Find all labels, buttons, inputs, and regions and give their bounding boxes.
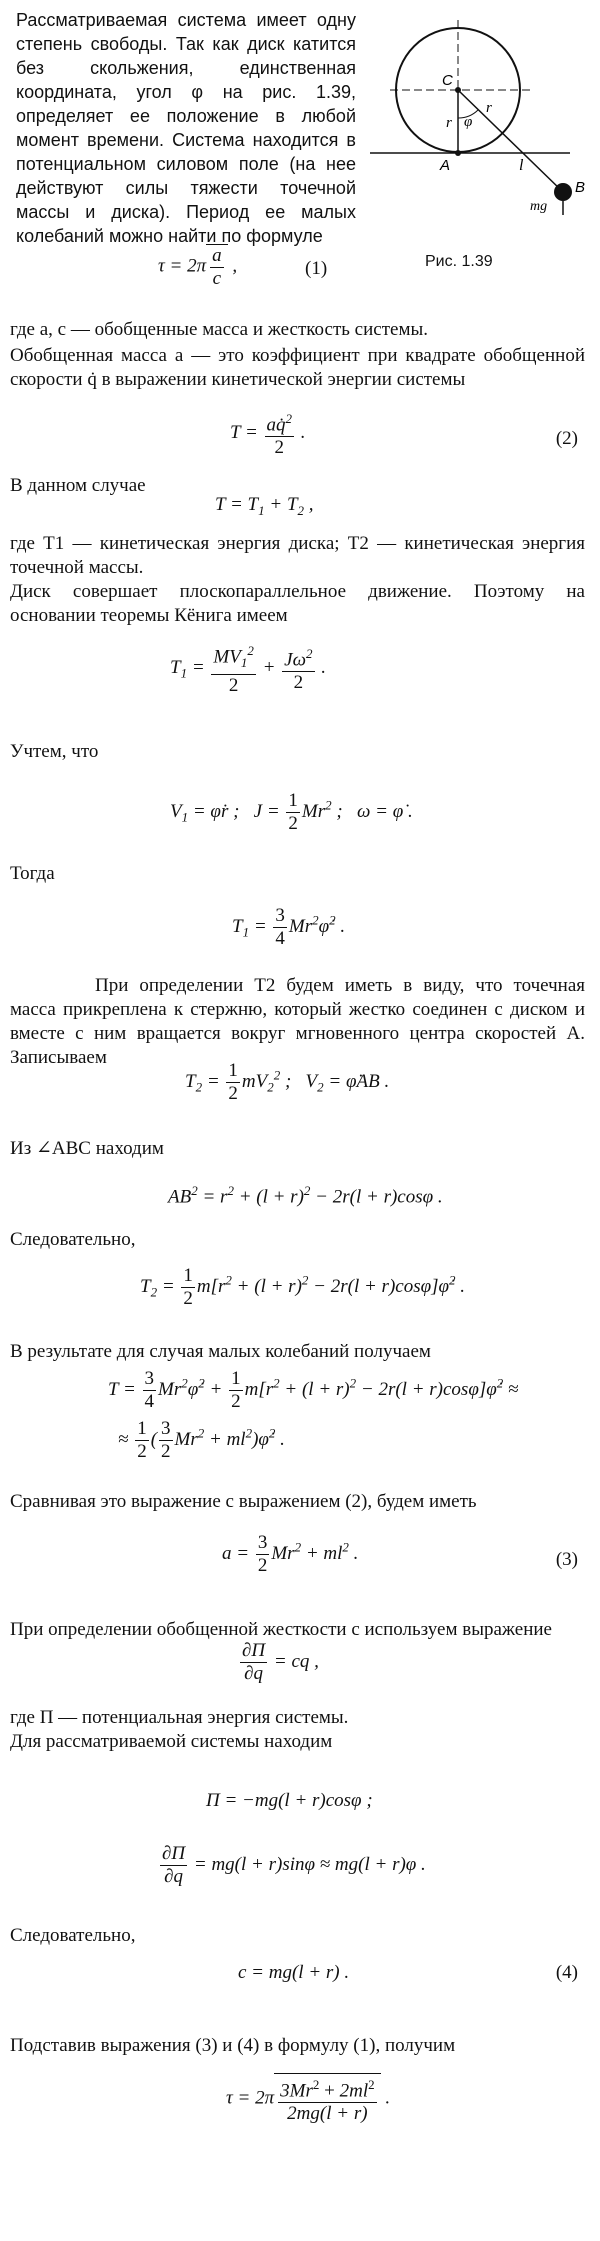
hence-paragraph-1: Следовательно,: [10, 1229, 136, 1250]
equation-3: a = $\frac{3}{2}$ $Mr^2 + ml^2$ .: [222, 1532, 359, 1576]
for-system-paragraph: Для рассматриваемой системы находим: [10, 1731, 333, 1752]
equation-3-number: (3): [555, 1549, 578, 1570]
equation-1: τ = 2π $\frac{a}{c}$ ,: [158, 245, 238, 289]
hence-paragraph-2: Следовательно,: [10, 1925, 136, 1946]
intro-paragraph: Рассматриваемая система имеет одну степень свободы. Так как диск катится без скольжения, единственная координата, угол φ на рис. 1.39, определяет ее положение в любой момент времени. Система находится в потенциальном силовом поле (на нее действуют силы тяжести точечной массы и диска). Период ее малых колебаний можно найти по формуле: [16, 10, 356, 246]
point-a: [455, 150, 461, 156]
potential-paragraph: где П — потенциальная энергия системы.: [10, 1707, 349, 1728]
t1-t2-paragraph: где T1 — кинетическая энергия диска; T2 — кинетическая энергия точечной массы.: [10, 533, 585, 578]
equation-potential: П = −mg(l + r)cosφ ;: [206, 1790, 373, 1811]
label-r-vertical: r: [446, 115, 452, 131]
compare-paragraph: Сравнивая это выражение с выражением (2), будем иметь: [10, 1491, 477, 1512]
rod-line: [458, 90, 563, 192]
label-mg: mg: [530, 199, 548, 214]
equation-t-sum: $T = T_1 + T_2$ ,: [215, 494, 314, 518]
equation-final-period: τ = 2π $\frac{3Mr^2 + 2ml^2}{2mg(l + r)}$ .: [226, 2073, 390, 2125]
equation-4: c = mg(l + r) .: [238, 1962, 350, 1983]
equation-t2-full: $T_2$ = $\frac{1}{2}$ $m[r^2 + (l + r)^2 - 2r(l$ + r)cosφ]φ̇$^2$ .: [140, 1265, 466, 1309]
equation-t1: $T_1$ = $\frac{MV_1^2}{2}$ + $\frac{J\omega^2}{2}$ .: [170, 640, 326, 697]
equation-1-number: (1): [305, 258, 328, 279]
t2-paragraph: При определении T2 будем иметь в виду, что точечная масса прикреплена к стержню, который жестко соединен с диском и вместе с ним вращается вокруг мгновенного центра скоростей A. Записываем: [10, 975, 585, 1068]
substitute-paragraph: Подставив выражения (3) и (4) в формулу (1), получим: [10, 2035, 456, 2056]
label-phi: φ: [464, 114, 473, 130]
equation-dpi-cq: $\frac{\partial П}{\partial q}$ = cq ,: [242, 1640, 319, 1684]
label-l: l: [519, 157, 524, 174]
generalized-mass-paragraph: Обобщенная масса a — это коэффициент при квадрате обобщенной скорости q̇ в выражении кинетической энергии системы: [10, 345, 585, 390]
note-paragraph: Учтем, что: [10, 741, 99, 762]
point-c: [455, 87, 461, 93]
in-this-case: В данном случае: [10, 475, 146, 496]
equation-potential-derivative: $\frac{\partial П}{\partial q}$ = mg(l + r)sinφ ≈ mg(l + r)φ .: [162, 1843, 426, 1887]
equation-4-number: (4): [555, 1962, 578, 1983]
figure-disk-pendulum: [370, 10, 590, 215]
then-paragraph: Тогда: [10, 863, 55, 884]
equation-t-total-approx: ≈ $\frac{1}{2}$ ( $\frac{3}{2}$ $Mr^2$ + $ml^2)\varphi̇^2$ .: [118, 1418, 285, 1462]
equation-2-number: (2): [555, 428, 578, 449]
equation-t2: $T_2$ = $\frac{1}{2}$ $mV_2^2$ ; $V_2$ = φ̇AB .: [185, 1060, 390, 1104]
equation-relations: $V_1$ = φ̇r ; J = $\frac{1}{2}$ Mr$^2$ ; ω = φ̇ .: [170, 790, 413, 834]
label-a: A: [440, 157, 451, 174]
equation-ab: $AB^2 = r^2 + (l + r)^2 - 2r(l + r)\cos\varphi$ .: [168, 1183, 443, 1208]
stiffness-paragraph: При определении обобщенной жесткости c используем выражение: [10, 1619, 552, 1640]
label-b: B: [575, 179, 586, 196]
where-paragraph: где a, c — обобщенные масса и жесткость системы.: [10, 319, 428, 340]
equation-t1-result: $T_1$ = $\frac{3}{4}$ Mr$^2$φ̇$^2$ .: [232, 905, 346, 949]
small-oscillation-paragraph: В результате для случая малых колебаний получаем: [10, 1341, 431, 1362]
figure-caption: Рис. 1.39: [425, 253, 493, 270]
abc-paragraph: Из ∠ABC находим: [10, 1138, 164, 1159]
koenig-paragraph: Диск совершает плоскопараллельное движение. Поэтому на основании теоремы Кёнига имеем: [10, 581, 585, 626]
mass-b: [554, 183, 572, 201]
equation-t-total: T = $\frac{3}{4}$ $Mr^2\varphi̇^2$ + $\frac{1}{2}$ $m[r^2 + (l + r)^2 - 2r(l$ + r)cosφ]φ̇$^2$ ≈: [108, 1368, 519, 1412]
label-c: C: [442, 72, 453, 89]
label-r-diagonal: r: [486, 100, 492, 116]
equation-2: T = $\frac{aq̇^2}{2}$ .: [230, 408, 306, 459]
